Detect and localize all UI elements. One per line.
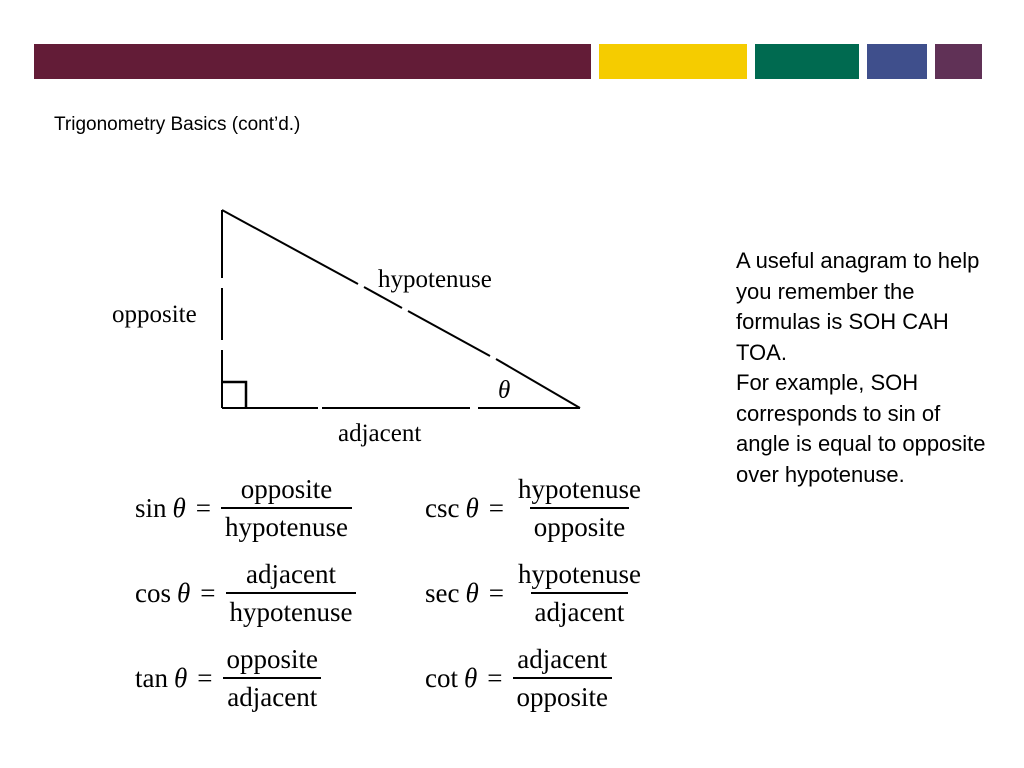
- fraction: [513, 644, 613, 712]
- formula-cos: [135, 559, 356, 627]
- theta-symbol: θ: [465, 492, 479, 523]
- function-name: tan: [135, 662, 168, 693]
- adjacent-label: adjacent: [338, 420, 422, 447]
- equals-sign: =: [488, 577, 504, 608]
- anagram-note: A useful anagram to help you remember the formulas is SOH CAH TOA.: [736, 248, 980, 365]
- formula-tan: [135, 644, 322, 712]
- theta-symbol: θ: [465, 577, 479, 608]
- fraction: [514, 474, 645, 542]
- hypotenuse-label: hypotenuse: [378, 266, 492, 293]
- formula-sec: [425, 559, 645, 627]
- formula-csc: [425, 474, 645, 542]
- denominator: adjacent: [223, 677, 321, 712]
- slide-title: Trigonometry Basics (cont’d.): [54, 114, 301, 135]
- numerator: adjacent: [246, 559, 336, 589]
- opposite-label: opposite: [112, 301, 197, 328]
- theta-symbol: θ: [177, 577, 191, 608]
- hypotenuse-side-middle2: [408, 311, 490, 356]
- equals-sign: =: [487, 662, 503, 693]
- theta-symbol: θ: [174, 662, 188, 693]
- fraction: [226, 559, 357, 627]
- formula-sin: [135, 474, 352, 542]
- denominator: hypotenuse: [221, 507, 352, 542]
- function-name: cos: [135, 577, 171, 608]
- numerator: opposite: [226, 644, 318, 674]
- fraction: [221, 474, 352, 542]
- numerator: opposite: [240, 474, 333, 504]
- theta-symbol: θ: [172, 492, 186, 523]
- hypotenuse-side-upper: [222, 210, 358, 284]
- denominator: hypotenuse: [226, 592, 357, 627]
- equals-sign: =: [488, 492, 504, 523]
- right-angle-marker: [222, 382, 246, 408]
- fraction: [514, 559, 645, 627]
- function-name: cot: [425, 662, 458, 693]
- equals-sign: =: [195, 492, 212, 523]
- equals-sign: =: [200, 577, 216, 608]
- fraction: [223, 644, 323, 712]
- numerator: adjacent: [517, 644, 608, 674]
- equals-sign: =: [197, 662, 213, 693]
- denominator: opposite: [513, 677, 613, 712]
- function-name: sec: [425, 577, 460, 608]
- example-note: For example, SOH corresponds to sin of angle is equal to opposite over hypotenuse.: [736, 370, 986, 487]
- theta-symbol: θ: [464, 662, 478, 693]
- side-note: [736, 246, 986, 490]
- numerator: hypotenuse: [517, 474, 641, 504]
- angle-theta-label: θ: [498, 377, 511, 404]
- denominator: adjacent: [531, 592, 629, 627]
- formula-cot: [425, 644, 612, 712]
- function-name: sin: [135, 492, 167, 523]
- function-name: csc: [425, 492, 460, 523]
- numerator: hypotenuse: [517, 559, 641, 589]
- denominator: opposite: [530, 507, 630, 542]
